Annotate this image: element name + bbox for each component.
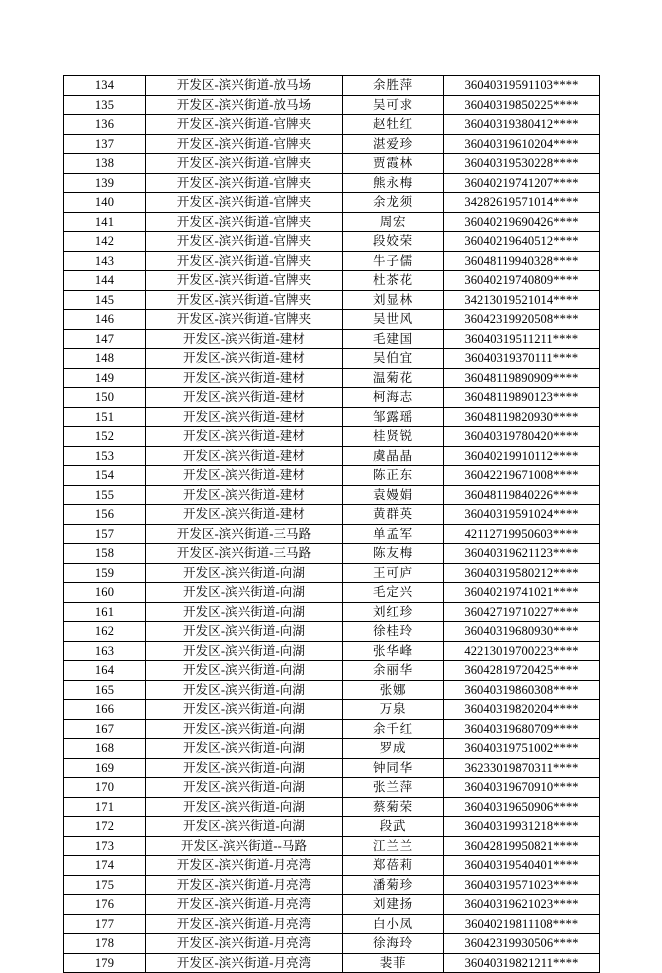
table-row [64,778,600,798]
row-index-cell: 140 [64,193,146,213]
row-id-cell: 36042319920508**** [444,310,600,330]
table-row [64,583,600,603]
row-area-cell: 开发区-滨兴街道--马路 [146,836,343,856]
row-area-cell: 开发区-滨兴街道-官牌夹 [146,251,343,271]
row-index-cell: 136 [64,115,146,135]
row-area-cell: 开发区-滨兴街道-月亮湾 [146,856,343,876]
table-row [64,602,600,622]
row-name-cell: 柯海志 [343,388,444,408]
row-name-cell: 毛建国 [343,329,444,349]
row-index-cell: 152 [64,427,146,447]
row-id-cell: 36040319591024**** [444,505,600,525]
row-area-cell: 开发区-滨兴街道-建材 [146,505,343,525]
row-name-cell: 余胜萍 [343,76,444,96]
row-name-cell: 段姣荣 [343,232,444,252]
row-name-cell: 张华峰 [343,641,444,661]
row-name-cell: 张娜 [343,680,444,700]
row-id-cell: 34282619571014**** [444,193,600,213]
table-row [64,953,600,973]
row-index-cell: 177 [64,914,146,934]
row-area-cell: 开发区-滨兴街道-官牌夹 [146,154,343,174]
table-row [64,485,600,505]
row-index-cell: 148 [64,349,146,369]
table-row [64,934,600,954]
row-id-cell: 36040319511211**** [444,329,600,349]
row-name-cell: 段武 [343,817,444,837]
table-row [64,875,600,895]
table-row [64,193,600,213]
row-name-cell: 赵牡红 [343,115,444,135]
row-area-cell: 开发区-滨兴街道-向湖 [146,622,343,642]
table-row [64,719,600,739]
row-id-cell: 36040219910112**** [444,446,600,466]
row-area-cell: 开发区-滨兴街道-官牌夹 [146,310,343,330]
row-id-cell: 36040219741021**** [444,583,600,603]
row-area-cell: 开发区-滨兴街道-三马路 [146,524,343,544]
row-area-cell: 开发区-滨兴街道-建材 [146,485,343,505]
row-name-cell: 罗成 [343,739,444,759]
row-id-cell: 36233019870311**** [444,758,600,778]
table-row [64,661,600,681]
row-index-cell: 150 [64,388,146,408]
table-row [64,797,600,817]
row-name-cell: 蔡菊荣 [343,797,444,817]
row-area-cell: 开发区-滨兴街道-向湖 [146,661,343,681]
table-row [64,563,600,583]
row-name-cell: 钟同华 [343,758,444,778]
roster-table-container [63,75,599,973]
row-id-cell: 36040319580212**** [444,563,600,583]
table-row [64,856,600,876]
row-area-cell: 开发区-滨兴街道-月亮湾 [146,914,343,934]
row-name-cell: 刘显林 [343,290,444,310]
row-area-cell: 开发区-滨兴街道-月亮湾 [146,875,343,895]
table-row [64,817,600,837]
row-index-cell: 166 [64,700,146,720]
row-id-cell: 36040319621123**** [444,544,600,564]
row-index-cell: 146 [64,310,146,330]
row-index-cell: 155 [64,485,146,505]
table-row [64,544,600,564]
row-area-cell: 开发区-滨兴街道-官牌夹 [146,212,343,232]
row-id-cell: 36048119890123**** [444,388,600,408]
row-area-cell: 开发区-滨兴街道-放马场 [146,76,343,96]
row-area-cell: 开发区-滨兴街道-向湖 [146,758,343,778]
row-id-cell: 36040319621023**** [444,895,600,915]
row-index-cell: 153 [64,446,146,466]
row-name-cell: 刘建扬 [343,895,444,915]
row-index-cell: 143 [64,251,146,271]
table-row [64,154,600,174]
row-name-cell: 陈友梅 [343,544,444,564]
row-area-cell: 开发区-滨兴街道-建材 [146,427,343,447]
row-area-cell: 开发区-滨兴街道-向湖 [146,700,343,720]
row-area-cell: 开发区-滨兴街道-向湖 [146,739,343,759]
row-name-cell: 王可庐 [343,563,444,583]
row-area-cell: 开发区-滨兴街道-向湖 [146,719,343,739]
row-name-cell: 刘红珍 [343,602,444,622]
row-area-cell: 开发区-滨兴街道-向湖 [146,797,343,817]
row-index-cell: 157 [64,524,146,544]
row-index-cell: 179 [64,953,146,973]
table-row [64,680,600,700]
table-row [64,329,600,349]
row-id-cell: 36040319860308**** [444,680,600,700]
row-index-cell: 139 [64,173,146,193]
table-row [64,914,600,934]
row-id-cell: 36040319821211**** [444,953,600,973]
row-name-cell: 吴世风 [343,310,444,330]
row-area-cell: 开发区-滨兴街道-建材 [146,446,343,466]
row-name-cell: 熊永梅 [343,173,444,193]
row-id-cell: 36040219640512**** [444,232,600,252]
row-area-cell: 开发区-滨兴街道-向湖 [146,680,343,700]
row-area-cell: 开发区-滨兴街道-建材 [146,407,343,427]
row-index-cell: 167 [64,719,146,739]
row-name-cell: 郑蓓莉 [343,856,444,876]
row-index-cell: 161 [64,602,146,622]
row-id-cell: 42112719950603**** [444,524,600,544]
table-row [64,251,600,271]
table-row [64,524,600,544]
row-name-cell: 贾霞林 [343,154,444,174]
row-id-cell: 36040219690426**** [444,212,600,232]
table-row [64,836,600,856]
row-area-cell: 开发区-滨兴街道-月亮湾 [146,953,343,973]
row-index-cell: 173 [64,836,146,856]
row-id-cell: 36040319850225**** [444,95,600,115]
row-area-cell: 开发区-滨兴街道-建材 [146,466,343,486]
row-index-cell: 141 [64,212,146,232]
row-index-cell: 164 [64,661,146,681]
roster-table [63,75,600,973]
row-area-cell: 开发区-滨兴街道-向湖 [146,641,343,661]
row-name-cell: 牛子儒 [343,251,444,271]
row-id-cell: 34213019521014**** [444,290,600,310]
row-id-cell: 36040319380412**** [444,115,600,135]
row-name-cell: 余千红 [343,719,444,739]
row-index-cell: 159 [64,563,146,583]
row-area-cell: 开发区-滨兴街道-建材 [146,329,343,349]
row-area-cell: 开发区-滨兴街道-官牌夹 [146,232,343,252]
table-row [64,739,600,759]
row-index-cell: 163 [64,641,146,661]
table-row [64,622,600,642]
row-area-cell: 开发区-滨兴街道-向湖 [146,817,343,837]
row-area-cell: 开发区-滨兴街道-建材 [146,349,343,369]
row-id-cell: 36040319571023**** [444,875,600,895]
row-index-cell: 169 [64,758,146,778]
row-id-cell: 36048119940328**** [444,251,600,271]
row-index-cell: 158 [64,544,146,564]
table-row [64,427,600,447]
row-area-cell: 开发区-滨兴街道-向湖 [146,778,343,798]
row-name-cell: 湛爱珍 [343,134,444,154]
table-row [64,95,600,115]
table-row [64,446,600,466]
row-area-cell: 开发区-滨兴街道-官牌夹 [146,115,343,135]
row-index-cell: 142 [64,232,146,252]
row-index-cell: 149 [64,368,146,388]
row-index-cell: 138 [64,154,146,174]
table-row [64,407,600,427]
row-name-cell: 周宏 [343,212,444,232]
row-name-cell: 陈正东 [343,466,444,486]
row-id-cell: 42213019700223**** [444,641,600,661]
row-area-cell: 开发区-滨兴街道-官牌夹 [146,173,343,193]
table-row [64,271,600,291]
row-id-cell: 36042319930506**** [444,934,600,954]
table-row [64,134,600,154]
row-id-cell: 36040319591103**** [444,76,600,96]
row-id-cell: 36040319670910**** [444,778,600,798]
row-index-cell: 174 [64,856,146,876]
table-row [64,700,600,720]
row-id-cell: 36040219740809**** [444,271,600,291]
row-id-cell: 36040319931218**** [444,817,600,837]
row-id-cell: 36040219741207**** [444,173,600,193]
row-id-cell: 36042719710227**** [444,602,600,622]
row-name-cell: 桂贤锐 [343,427,444,447]
row-name-cell: 虞晶晶 [343,446,444,466]
row-id-cell: 36040319820204**** [444,700,600,720]
row-area-cell: 开发区-滨兴街道-官牌夹 [146,193,343,213]
row-index-cell: 168 [64,739,146,759]
row-id-cell: 36040319370111**** [444,349,600,369]
row-name-cell: 黄群英 [343,505,444,525]
row-area-cell: 开发区-滨兴街道-官牌夹 [146,134,343,154]
table-row [64,290,600,310]
row-name-cell: 温菊花 [343,368,444,388]
row-area-cell: 开发区-滨兴街道-向湖 [146,583,343,603]
row-id-cell: 36042219671008**** [444,466,600,486]
row-id-cell: 36042819720425**** [444,661,600,681]
row-name-cell: 余丽华 [343,661,444,681]
row-name-cell: 张兰萍 [343,778,444,798]
row-area-cell: 开发区-滨兴街道-月亮湾 [146,895,343,915]
row-area-cell: 开发区-滨兴街道-月亮湾 [146,934,343,954]
row-id-cell: 36048119820930**** [444,407,600,427]
row-name-cell: 毛定兴 [343,583,444,603]
row-name-cell: 吴可求 [343,95,444,115]
row-id-cell: 36040319540401**** [444,856,600,876]
row-area-cell: 开发区-滨兴街道-建材 [146,388,343,408]
row-area-cell: 开发区-滨兴街道-官牌夹 [146,271,343,291]
row-name-cell: 潘菊珍 [343,875,444,895]
row-area-cell: 开发区-滨兴街道-向湖 [146,563,343,583]
row-index-cell: 137 [64,134,146,154]
row-id-cell: 36042819950821**** [444,836,600,856]
table-row [64,368,600,388]
row-id-cell: 36048119890909**** [444,368,600,388]
row-index-cell: 170 [64,778,146,798]
row-index-cell: 171 [64,797,146,817]
row-name-cell: 杜茶花 [343,271,444,291]
row-index-cell: 160 [64,583,146,603]
row-index-cell: 147 [64,329,146,349]
table-row [64,758,600,778]
table-row [64,388,600,408]
table-row [64,76,600,96]
row-index-cell: 162 [64,622,146,642]
row-name-cell: 江兰兰 [343,836,444,856]
row-id-cell: 36048119840226**** [444,485,600,505]
row-area-cell: 开发区-滨兴街道-向湖 [146,602,343,622]
row-id-cell: 36040319610204**** [444,134,600,154]
row-index-cell: 156 [64,505,146,525]
row-name-cell: 邹露瑶 [343,407,444,427]
row-index-cell: 135 [64,95,146,115]
table-row [64,173,600,193]
row-index-cell: 151 [64,407,146,427]
row-id-cell: 36040319780420**** [444,427,600,447]
row-index-cell: 154 [64,466,146,486]
table-row [64,349,600,369]
row-name-cell: 裴菲 [343,953,444,973]
row-area-cell: 开发区-滨兴街道-官牌夹 [146,290,343,310]
row-name-cell: 单孟军 [343,524,444,544]
row-name-cell: 白小凤 [343,914,444,934]
row-name-cell: 徐海玲 [343,934,444,954]
row-index-cell: 172 [64,817,146,837]
row-index-cell: 134 [64,76,146,96]
row-area-cell: 开发区-滨兴街道-放马场 [146,95,343,115]
row-index-cell: 175 [64,875,146,895]
table-row [64,895,600,915]
table-row [64,466,600,486]
row-name-cell: 万泉 [343,700,444,720]
row-area-cell: 开发区-滨兴街道-三马路 [146,544,343,564]
roster-table-body [64,76,600,973]
row-name-cell: 袁嫚娟 [343,485,444,505]
row-id-cell: 36040319680709**** [444,719,600,739]
row-name-cell: 徐桂玲 [343,622,444,642]
row-name-cell: 余龙须 [343,193,444,213]
row-id-cell: 36040319680930**** [444,622,600,642]
row-name-cell: 吴伯宜 [343,349,444,369]
row-id-cell: 36040319650906**** [444,797,600,817]
row-id-cell: 36040319530228**** [444,154,600,174]
row-index-cell: 144 [64,271,146,291]
row-id-cell: 36040319751002**** [444,739,600,759]
table-row [64,310,600,330]
row-index-cell: 178 [64,934,146,954]
row-index-cell: 176 [64,895,146,915]
table-row [64,505,600,525]
table-row [64,232,600,252]
table-row [64,115,600,135]
row-area-cell: 开发区-滨兴街道-建材 [146,368,343,388]
table-row [64,212,600,232]
row-index-cell: 165 [64,680,146,700]
row-index-cell: 145 [64,290,146,310]
row-id-cell: 36040219811108**** [444,914,600,934]
table-row [64,641,600,661]
